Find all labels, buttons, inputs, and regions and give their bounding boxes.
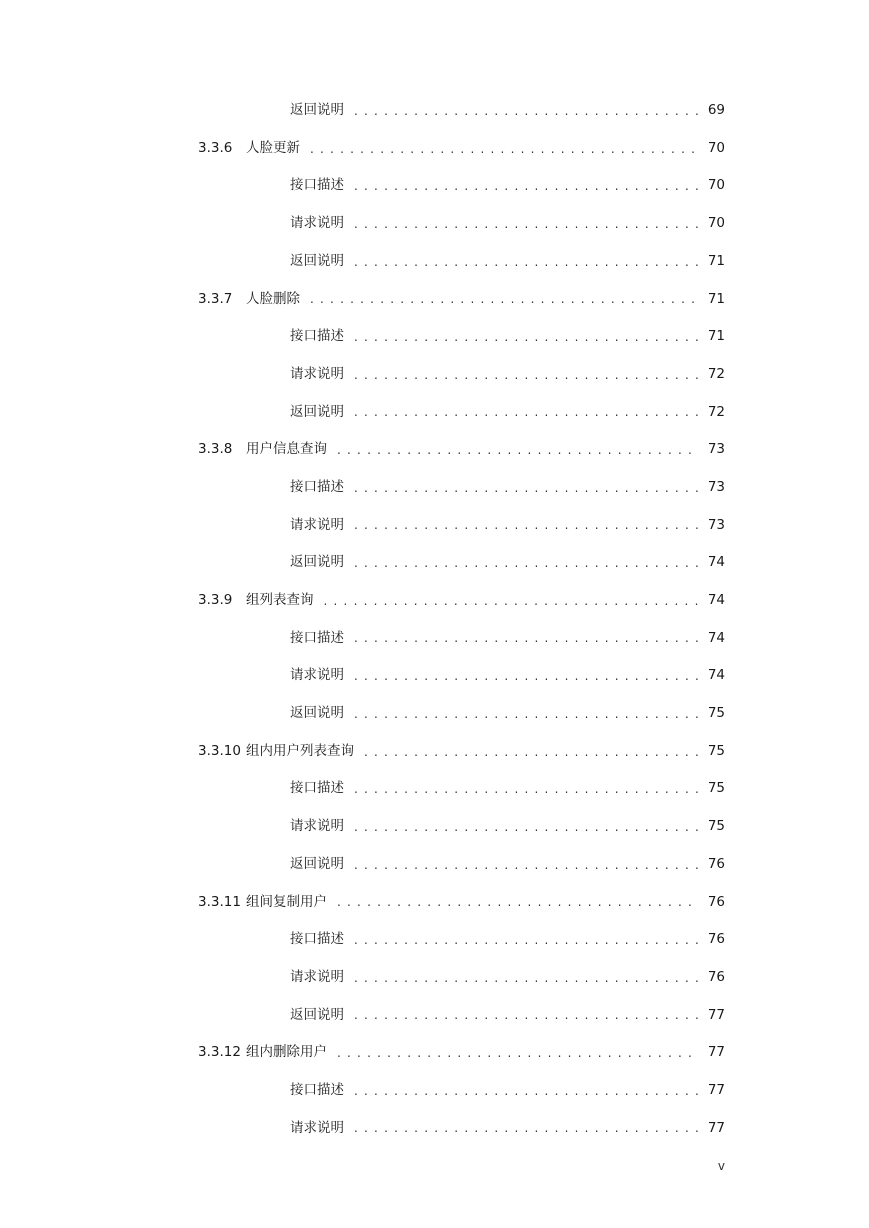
toc-entry-title: 接口描述 [290,1081,344,1098]
toc-entry-title: 请求说明 [290,667,344,684]
toc-entry-number: 3.3.8 [198,441,233,458]
toc-dot-leader [350,708,699,720]
toc-entry-title: 接口描述 [290,780,344,797]
toc-entry-page-number: 73 [707,441,725,458]
toc-entry-page-number: 72 [707,403,725,420]
toc-dot-leader [350,369,699,381]
footer-page-number: v [717,1159,725,1173]
toc-dot-leader [350,1122,699,1134]
toc-entry-title: 接口描述 [290,177,344,194]
toc-dot-leader [350,783,699,795]
toc-dot-leader [350,972,699,984]
toc-entry-page-number: 76 [707,968,725,985]
toc-entry-page-number: 69 [707,102,725,119]
table-of-contents [198,92,725,1147]
toc-entry-number: 3.3.9 [198,592,233,609]
toc-subsection-entry[interactable] [198,620,725,658]
toc-entry-number: 3.3.7 [198,290,233,307]
toc-entry-page-number: 71 [707,290,725,307]
toc-entry-title: 请求说明 [290,365,344,382]
toc-entry-title: 请求说明 [290,1119,344,1136]
toc-subsection-entry[interactable] [198,544,725,582]
toc-subsection-entry[interactable] [198,1110,725,1148]
toc-subsection-entry[interactable] [198,469,725,507]
toc-entry-page-number: 76 [707,855,725,872]
toc-dot-leader [350,859,699,871]
toc-dot-leader [350,1085,699,1097]
toc-section-entry[interactable] [198,733,725,771]
toc-entry-page-number: 72 [707,365,725,382]
toc-dot-leader [350,632,699,644]
toc-dot-leader [306,143,699,155]
toc-dot-leader [333,1047,699,1059]
toc-entry-page-number: 76 [707,931,725,948]
toc-entry-number: 3.3.12 [198,1044,241,1061]
toc-dot-leader [350,557,699,569]
toc-entry-title: 组间复制用户 [246,893,327,910]
toc-entry-page-number: 70 [707,177,725,194]
toc-section-entry[interactable] [198,431,725,469]
toc-entry-title: 请求说明 [290,215,344,232]
toc-entry-title: 返回说明 [290,855,344,872]
toc-section-entry[interactable] [198,883,725,921]
toc-dot-leader [360,746,699,758]
toc-entry-title: 请求说明 [290,968,344,985]
toc-entry-page-number: 71 [707,252,725,269]
toc-entry-title: 接口描述 [290,931,344,948]
toc-entry-title: 返回说明 [290,705,344,722]
toc-entry-page-number: 73 [707,516,725,533]
toc-entry-title: 请求说明 [290,516,344,533]
toc-subsection-entry[interactable] [198,394,725,432]
toc-entry-title: 返回说明 [290,554,344,571]
toc-subsection-entry[interactable] [198,507,725,545]
toc-subsection-entry[interactable] [198,808,725,846]
toc-entry-page-number: 77 [707,1044,725,1061]
toc-subsection-entry[interactable] [198,997,725,1035]
toc-dot-leader [350,218,699,230]
toc-entry-page-number: 76 [707,893,725,910]
toc-entry-page-number: 77 [707,1006,725,1023]
toc-entry-page-number: 74 [707,629,725,646]
toc-dot-leader [350,934,699,946]
toc-entry-page-number: 77 [707,1119,725,1136]
toc-dot-leader [350,256,699,268]
toc-dot-leader [350,821,699,833]
toc-entry-title: 用户信息查询 [246,441,327,458]
toc-subsection-entry[interactable] [198,921,725,959]
toc-entry-page-number: 77 [707,1081,725,1098]
toc-section-entry[interactable] [198,130,725,168]
toc-entry-title: 请求说明 [290,818,344,835]
toc-entry-title: 返回说明 [290,1006,344,1023]
toc-entry-title: 组内用户列表查询 [246,742,354,759]
toc-entry-page-number: 75 [707,818,725,835]
toc-entry-number: 3.3.11 [198,893,241,910]
toc-entry-number: 3.3.10 [198,742,241,759]
toc-section-entry[interactable] [198,582,725,620]
toc-subsection-entry[interactable] [198,770,725,808]
toc-entry-page-number: 74 [707,667,725,684]
toc-dot-leader [350,482,699,494]
toc-dot-leader [350,670,699,682]
toc-entry-page-number: 74 [707,592,725,609]
toc-entry-title: 接口描述 [290,629,344,646]
toc-subsection-entry[interactable] [198,92,725,130]
toc-entry-title: 人脸删除 [246,290,300,307]
toc-subsection-entry[interactable] [198,1072,725,1110]
toc-dot-leader [350,105,699,117]
toc-entry-title: 返回说明 [290,102,344,119]
toc-dot-leader [306,293,699,305]
toc-subsection-entry[interactable] [198,695,725,733]
toc-section-entry[interactable] [198,280,725,318]
toc-subsection-entry[interactable] [198,356,725,394]
toc-dot-leader [350,1009,699,1021]
toc-entry-page-number: 70 [707,215,725,232]
toc-section-entry[interactable] [198,1034,725,1072]
toc-entry-title: 返回说明 [290,403,344,420]
toc-entry-number: 3.3.6 [198,139,233,156]
toc-dot-leader [350,331,699,343]
toc-entry-title: 人脸更新 [246,139,300,156]
toc-entry-page-number: 75 [707,705,725,722]
toc-subsection-entry[interactable] [198,657,725,695]
toc-entry-page-number: 75 [707,780,725,797]
toc-dot-leader [350,519,699,531]
toc-entry-title: 组内删除用户 [246,1044,327,1061]
toc-dot-leader [350,406,699,418]
toc-entry-page-number: 71 [707,328,725,345]
toc-subsection-entry[interactable] [198,167,725,205]
toc-entry-page-number: 73 [707,478,725,495]
toc-dot-leader [333,444,699,456]
toc-entry-page-number: 75 [707,742,725,759]
toc-entry-page-number: 70 [707,139,725,156]
toc-subsection-entry[interactable] [198,318,725,356]
toc-dot-leader [350,180,699,192]
toc-dot-leader [320,595,700,607]
toc-entry-title: 接口描述 [290,328,344,345]
toc-entry-title: 组列表查询 [246,592,314,609]
toc-subsection-entry[interactable] [198,243,725,281]
toc-dot-leader [333,896,699,908]
toc-subsection-entry[interactable] [198,846,725,884]
toc-entry-title: 返回说明 [290,252,344,269]
toc-subsection-entry[interactable] [198,959,725,997]
toc-entry-page-number: 74 [707,554,725,571]
toc-entry-title: 接口描述 [290,478,344,495]
toc-subsection-entry[interactable] [198,205,725,243]
